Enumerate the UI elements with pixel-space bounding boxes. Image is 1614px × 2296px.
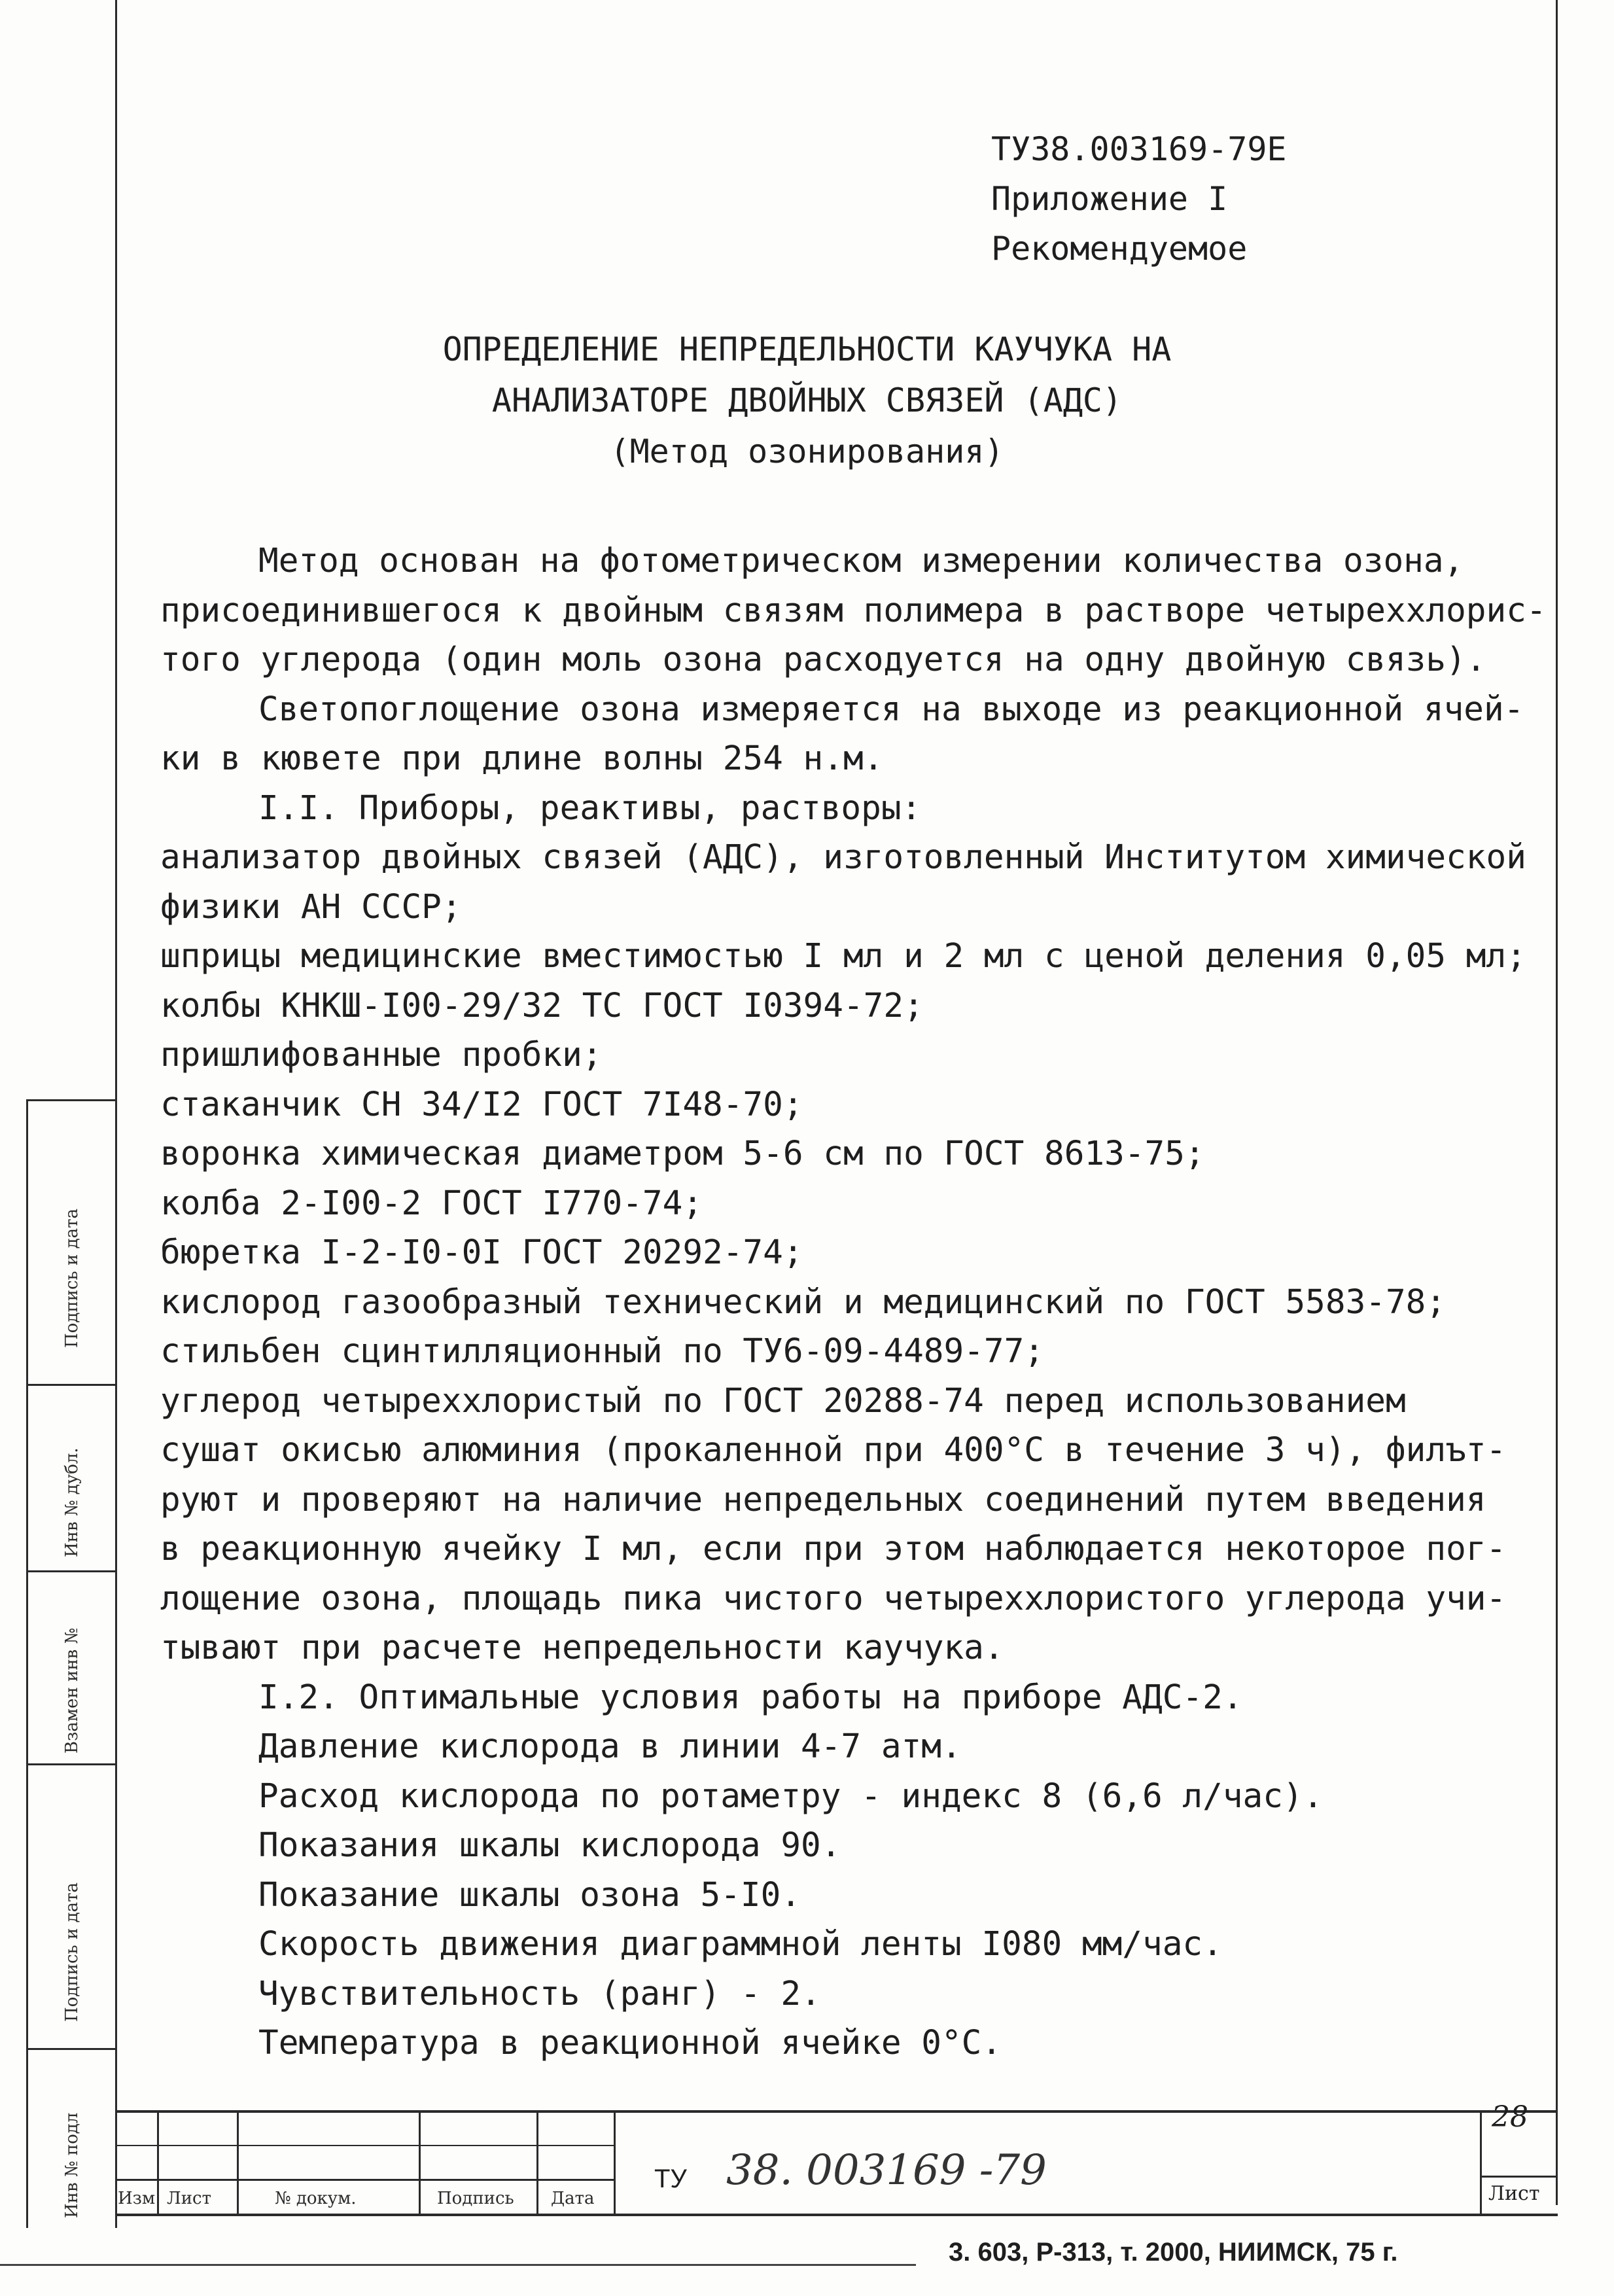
title-block-bottom-line	[115, 2214, 1558, 2216]
appendix-label: Приложение I	[991, 180, 1228, 218]
body-line: стаканчик СН 34/I2 ГОСТ 7I48-70;	[160, 1085, 803, 1124]
section-heading: I.2. Оптимальные условия работы на приборе АДС-2.	[258, 1678, 1243, 1717]
side-label-sign-date: Подпись и дата	[62, 1209, 82, 1348]
body-line: в реакционную ячейку I мл, если при этом наблюдается некоторое пог-	[160, 1530, 1507, 1568]
body-line: Давление кислорода в линии 4-7 атм.	[258, 1727, 962, 1766]
body-line: бюретка I-2-I0-0I ГОСТ 20292-74;	[160, 1233, 803, 1272]
appendix-status: Рекомендуемое	[991, 230, 1248, 268]
title-line-1: ОПРЕДЕЛЕНИЕ НЕПРЕДЕЛЬНОСТИ КАУЧУКА НА	[442, 330, 1172, 368]
title-block-col-line	[536, 2110, 538, 2215]
body-line: Скорость движения диаграммной ленты I080 мм/час.	[258, 1925, 1223, 1964]
body-line: лощение озона, площадь пика чистого четыреххлористого углерода учи-	[160, 1579, 1507, 1618]
body-line: кислород газообразный технический и медицинский по ГОСТ 5583-78;	[160, 1282, 1447, 1322]
body-line: того углерода (один моль озона расходуется на одну двойную связь).	[160, 641, 1486, 679]
side-label-sign-date-bottom: Подпись и дата	[62, 1882, 82, 2022]
body-line: колбы КНКШ-I00-29/32 ТС ГОСТ I0394-72;	[160, 986, 924, 1025]
title-block-sheet-label: Лист	[1488, 2182, 1540, 2205]
title-line-2: АНАЛИЗАТОРЕ ДВОЙНЫХ СВЯЗЕЙ (АДС)	[491, 381, 1123, 419]
title-block-col-line	[419, 2110, 421, 2215]
side-column-divider	[26, 1384, 117, 1386]
body-line: физики АН СССР;	[160, 887, 462, 927]
title-block-doc-prefix: ТУ	[654, 2164, 687, 2193]
title-block-col-doc: № докум.	[275, 2189, 357, 2208]
body-line: Показания шкалы кислорода 90.	[258, 1826, 841, 1865]
body-line: ки в кювете при длине волны 254 н.м.	[160, 739, 884, 778]
document-header	[991, 124, 1287, 274]
title-block-col-line	[157, 2110, 159, 2215]
body-line: присоединившегося к двойным связям полимера в растворе четыреххлорис-	[160, 591, 1547, 630]
title-block-doc-number: 38. 003169 -79	[726, 2146, 1047, 2195]
title-block-col-line	[614, 2110, 616, 2215]
body-line: углерод четыреххлористый по ГОСТ 20288-74 перед использованием	[160, 1381, 1406, 1421]
doc-code: ТУ38.003169-79Е	[991, 130, 1287, 168]
body-line: Метод основан на фотометрическом измерении количества озона,	[258, 542, 1464, 580]
side-column-line	[26, 1099, 28, 2228]
side-label-inv-dupl: Инв № дубл.	[62, 1447, 82, 1557]
body-line: Светопоглощение озона измеряется на выходе из реакционной ячей-	[258, 690, 1524, 729]
title-block-row-line	[115, 2145, 616, 2146]
body-line: Температура в реакционной ячейке 0°С.	[258, 2024, 1002, 2062]
body-line: пришлифованные пробки;	[160, 1036, 603, 1074]
title-line-3: (Метод озонирования)	[610, 433, 1004, 470]
body-line: Чувствительность (ранг) - 2.	[258, 1974, 821, 2013]
title-block-row-line	[115, 2179, 616, 2181]
body-line: Показание шкалы озона 5-I0.	[258, 1875, 801, 1915]
body-line: шприцы медицинские вместимостью I мл и 2 мл с ценой деления 0,05 мл;	[160, 937, 1526, 976]
body-line: колба 2-I00-2 ГОСТ I770-74;	[160, 1184, 703, 1223]
side-column-divider	[26, 2048, 117, 2050]
body-line: стильбен сцинтилляционный по ТУ6-09-4489-77;	[160, 1332, 1045, 1371]
print-info: 3. 603, Р-313, т. 2000, НИИМСК, 75 г.	[949, 2238, 1398, 2267]
body-line: руют и проверяют на наличие непредельных соединений путем введения	[160, 1480, 1486, 1519]
body-line: анализатор двойных связей (АДС), изготовленный Институтом химической	[160, 838, 1526, 877]
title-block-col-date: Дата	[551, 2189, 595, 2208]
side-column-divider	[26, 1763, 117, 1765]
body-line: сушат окисью алюминия (прокаленной при 400°С в течение 3 ч), филът-	[160, 1431, 1507, 1470]
title-block-sheet-number: 28	[1492, 2100, 1528, 2134]
body-line: тывают при расчете непредельности каучука.	[160, 1629, 1004, 1667]
title-block-top-line	[115, 2110, 1558, 2113]
title-block-col-line	[237, 2110, 239, 2215]
title-block-col-sign: Подпись	[437, 2189, 514, 2208]
body-line: воронка химическая диаметром 5-6 см по ГОСТ 8613-75;	[160, 1135, 1205, 1173]
section-heading: I.I. Приборы, реактивы, растворы:	[258, 788, 922, 828]
document-title	[0, 324, 1614, 477]
side-column-divider	[26, 1570, 117, 1572]
sheet-cell-divider	[1480, 2176, 1558, 2178]
document-body	[160, 537, 1547, 2068]
title-block-col-izm: Изм	[118, 2189, 156, 2208]
trim-line	[0, 2264, 916, 2266]
side-label-inv-orig: Инв № подл	[62, 2112, 82, 2218]
side-label-replace-inv: Взамен инв №	[62, 1627, 82, 1754]
sheet-cell-line	[1480, 2110, 1482, 2215]
side-column-divider	[26, 1099, 117, 1101]
title-block-col-list: Лист	[167, 2189, 211, 2208]
body-line: Расход кислорода по ротаметру - индекс 8 (6,6 л/час).	[258, 1776, 1324, 1816]
